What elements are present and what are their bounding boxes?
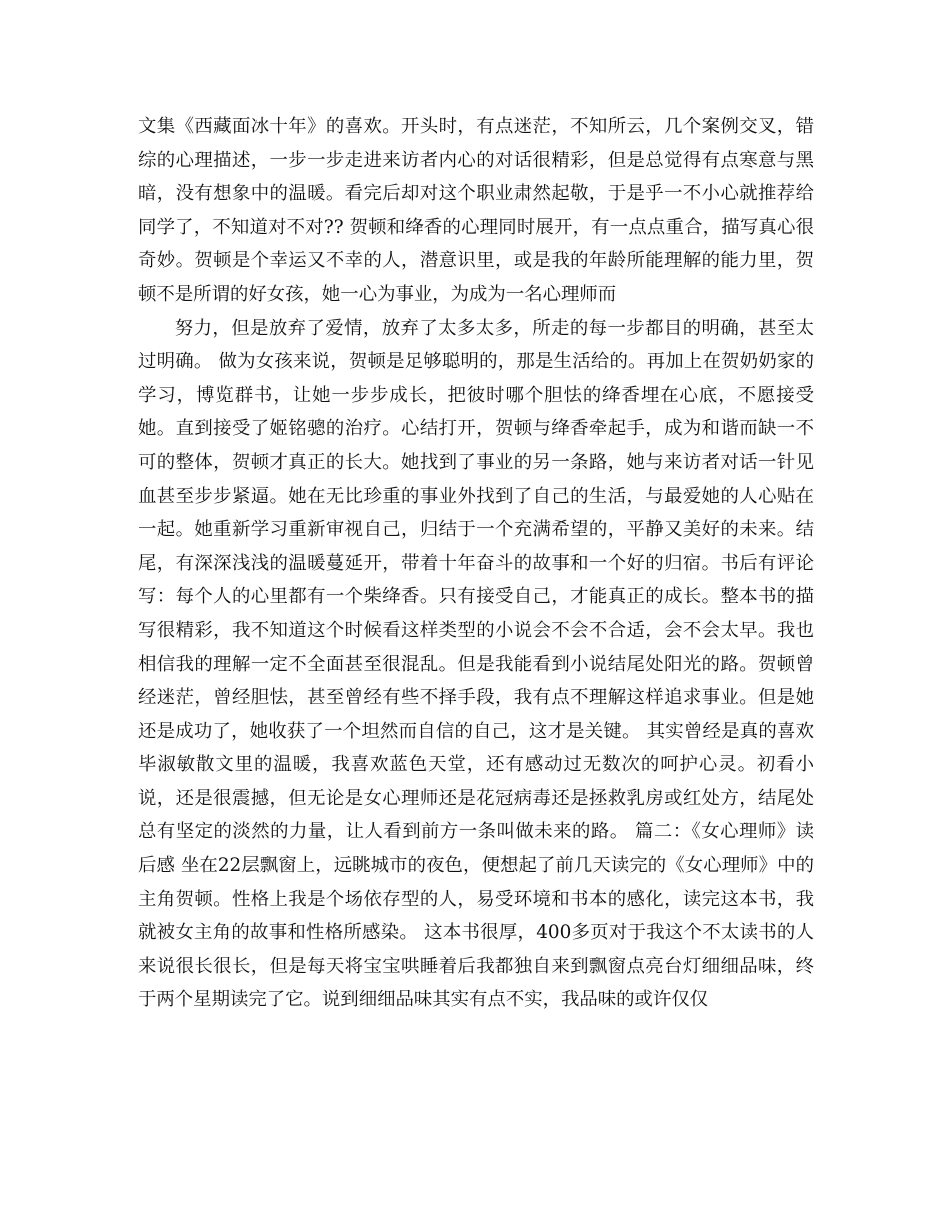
paragraph-2: 努力，但是放弃了爱情，放弃了太多太多，所走的每一步都目的明确，甚至太过明确。 做为女孩来说，贺顿是足够聪明的，那是生活给的。再加上在贺奶奶家的学习，博览群书，让她一步步成长，把彼时哪个胆怯的绛香埋在心底，不愿接受她。直到接受了姬铭骢的治疗。心结打开，贺顿与绛香牵起手，成为和谐而缺一不可的整体，贺顿才真正的长大。她找到了事业的另一条路，她与来访者对话一针见血甚至步步紧逼。她在无比珍重的事业外找到了自己的生活，与最爱她的人心贴在一起。她重新学习重新审视自己，归结于一个充满希望的，平静又美好的未来。结尾，有深深浅浅的温暖蔓延开，带着十年奋斗的故事和一个好的归宿。书后有评论写：每个人的心里都有一个柴绛香。只有接受自己，才能真正的成长。整本书的描写很精彩，我不知道这个时候看这样类型的小说会不会不合适，会不会太早。我也相信我的理解一定不全面甚至很混乱。但是我能看到小说结尾处阳光的路。贺顿曾经迷茫，曾经胆怯，甚至曾经有些不择手段，我有点不理解这样追求事业。但是她还是成功了，她收获了一个坦然而自信的自己，这才是关键。 其实曾经是真的喜欢毕淑敏散文里的温暖，我喜欢蓝色天堂，还有感动过无数次的呵护心灵。初看小说，还是很震撼，但无论是女心理师还是花冠病毒还是拯救乳房或红处方，结尾处总有坚定的淡然的力量，让人看到前方一条叫做未来的路。 篇二：《女心理师》读后感 坐在22层飘窗上，远眺城市的夜色，便想起了前几天读完的《女心理师》中的主角贺顿。性格上我是个场依存型的人，易受环境和书本的感化，读完这本书，我就被女主角的故事和性格所感染。 这本书很厚，400多页对于我这个不太读书的人来说很长很长，但是每天将宝宝哄睡着后我都独自来到飘窗点亮台灯细细品味，终于两个星期读完了它。说到细细品味其实有点不实，我品味的或许仅仅 — [138, 317, 814, 1011]
document-body — [138, 110, 814, 1017]
paragraph-1: 文集《西藏面冰十年》的喜欢。开头时，有点迷茫，不知所云，几个案例交叉，错综的心理描述，一步一步走进来访者内心的对话很精彩，但是总觉得有点寒意与黑暗，没有想象中的温暖。看完后却对这个职业肃然起敬，于是乎一不小心就推荐给同学了，不知道对不对?? 贺顿和绛香的心理同时展开，有一点点重合，描写真心很奇妙。贺顿是个幸运又不幸的人，潜意识里，或是我的年龄所能理解的能力里，贺顿不是所谓的好女孩，她一心为事业，为成为一名心理师而 — [138, 116, 814, 305]
